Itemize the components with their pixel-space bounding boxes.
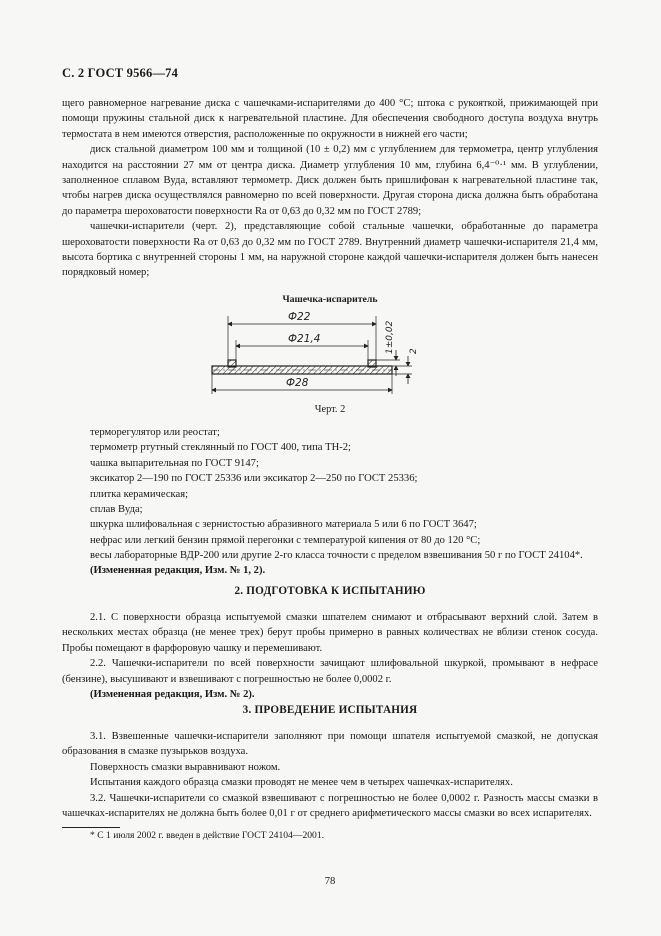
intro-paragraph-1: щего равномерное нагревание диска с чашечками-испарителями до 400 °С; штока с рукояткой, прижимающей при помощи пружины стальной диск к нагревательной пластине. Для обеспечения свободного доступа воздуха внутрь термостата в нем имеются отверстия, расположенные по окружности в нижней его части; xyxy=(62,98,598,140)
page-header: С. 2 ГОСТ 9566—74 xyxy=(62,66,179,80)
figure-caption: Черт. 2 xyxy=(314,404,346,415)
dim-height-label: 1±0,02 xyxy=(385,320,395,354)
list-item: терморегулятор или реостат; xyxy=(90,427,220,438)
section-2-paragraph-2: 2.2. Чашечки-испарители по всей поверхности зачищают шлифовальной шкуркой, промывают в нефрасе (бензине), высушивают и взвешивают с погрешностью не более 0,0002 г. xyxy=(62,658,598,685)
section-2-title: 2. ПОДГОТОВКА К ИСПЫТАНИЮ xyxy=(234,585,426,597)
dim-inner-label: Ф21,4 xyxy=(288,333,321,345)
list-item: чашка выпарительная по ГОСТ 9147; xyxy=(90,457,259,469)
footnote-divider xyxy=(62,827,120,828)
dim-outer-top-label: Ф22 xyxy=(288,311,311,323)
intro-text xyxy=(62,96,598,281)
list-item: плитка керамическая; xyxy=(90,488,189,500)
section-3-paragraph-1: 3.1. Взвешенные чашечки-испарители заполняют при помощи шпателя испытуемой смазкой, не допуская образования в смазке пузырьков воздуха. xyxy=(62,731,598,758)
section-2-paragraph-1: 2.1. С поверхности образца испытуемой смазки шпателем снимают и отбрасывают верхний слой. Затем в нескольких местах образца (не менее трех) берут пробы примерно в равных количествах не вблизи стенок сосуда. Пробы помещают в фарфоровую чашку и перемешивают. xyxy=(62,612,598,654)
dim-bottom-label: Ф28 xyxy=(286,377,309,389)
section-3-paragraph-2: Поверхность смазки выравнивают ножом. xyxy=(90,761,281,773)
amendment-note-1: (Измененная редакция, Изм. № 1, 2). xyxy=(90,565,266,577)
section-3-body xyxy=(62,729,598,821)
footnote: * С 1 июля 2002 г. введен в действие ГОСТ 24104—2001. xyxy=(90,830,325,841)
figure-title: Чашечка-испаритель xyxy=(282,294,378,305)
page-number: 78 xyxy=(324,876,336,887)
equipment-list xyxy=(90,425,598,548)
scales-text-block xyxy=(62,548,598,579)
section-3-paragraph-3: Испытания каждого образца смазки проводят не менее чем в четырех чашечках-испарителях. xyxy=(90,777,513,789)
dim-thickness-label: 2 xyxy=(409,348,419,354)
evaporator-cup-drawing xyxy=(200,306,430,402)
section-3-title: 3. ПРОВЕДЕНИЕ ИСПЫТАНИЯ xyxy=(242,704,418,716)
cup-section xyxy=(212,360,392,374)
section-2-body xyxy=(62,610,598,702)
list-item: нефрас или легкий бензин прямой перегонки с температурой кипения от 80 до 120 °С; xyxy=(90,534,481,546)
scales-paragraph: весы лабораторные ВДР-200 или другие 2-го класса точности с пределом взвешивания 50 г по ГОСТ 24104*. xyxy=(90,550,583,561)
list-item: термометр ртутный стеклянный по ГОСТ 400, типа ТН-2; xyxy=(90,442,352,454)
list-item: сплав Вуда; xyxy=(90,504,143,516)
intro-paragraph-3: чашечки-испарители (черт. 2), представляющие собой стальные чашечки, обработанные до параметра шероховатости поверхности Ra от 0,63 до 0,32 мм по ГОСТ 2789. Внутренний диаметр чашечки-испарителя 21,4 мм, высота бортика с внутренней стороны 1 мм, на наружной стороне каждой чашечки-испарителя должен быть нанесен порядковый номер; xyxy=(62,221,598,279)
list-item: шкурка шлифовальная с зернистостью абразивного материала 5 или 6 по ГОСТ 3647; xyxy=(90,519,477,531)
section-3-paragraph-4: 3.2. Чашечки-испарители со смазкой взвешивают с погрешностью не более 0,0002 г. Разность массы смазки в чашечках-испарителях не должна быть более 0,01 г от среднего арифметического массы смазки во всех испарителях. xyxy=(62,792,598,820)
intro-paragraph-2: диск стальной диаметром 100 мм и толщиной (10 ± 0,2) мм с углублением для термометра, центр углубления находится на расстоянии 27 мм от центра диска. Диаметр углубления 10 мм, глубина 6,4⁻⁰·¹ мм. В углублении, заполненное сплавом Вуда, вставляют термометр. Диск должен быть пришлифован к нагревательной пластине так, чтобы нагрев диска осуществлялся равномерно по всей поверхности. Другая сторона диска должна быть обработана до параметра шероховатости поверхности Ra от 0,63 до 0,32 мм по ГОСТ 2789; xyxy=(62,144,598,217)
amendment-note-2: (Измененная редакция, Изм. № 2). xyxy=(90,689,255,701)
list-item: эксикатор 2—190 по ГОСТ 25336 или эксикатор 2—250 по ГОСТ 25336; xyxy=(90,473,418,485)
